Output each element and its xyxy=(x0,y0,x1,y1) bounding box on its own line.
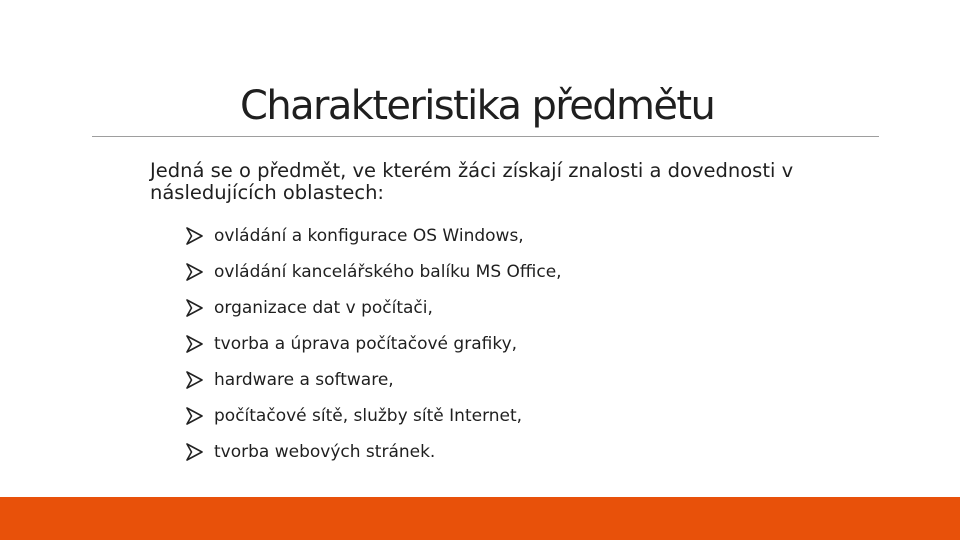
list-item-label: ovládání kancelářského balíku MS Office, xyxy=(214,262,562,282)
list-item-label: ovládání a konfigurace OS Windows, xyxy=(214,226,524,246)
list-item xyxy=(186,218,562,254)
arrow-right-icon xyxy=(186,371,203,389)
list-item-label: organizace dat v počítači, xyxy=(214,298,433,318)
list-item xyxy=(186,398,562,434)
list-item xyxy=(186,362,562,398)
footer-accent-bar xyxy=(0,497,960,540)
arrow-right-icon xyxy=(186,407,203,425)
title-divider xyxy=(92,136,879,137)
intro-text: Jedná se o předmět, ve kterém žáci získají znalosti a dovednosti v následujících oblastech: xyxy=(150,159,794,204)
list-item xyxy=(186,254,562,290)
arrow-right-icon xyxy=(186,335,203,353)
list-item-label: tvorba webových stránek. xyxy=(214,442,436,462)
arrow-right-icon xyxy=(186,227,203,245)
list-item xyxy=(186,326,562,362)
list-item xyxy=(186,290,562,326)
list-item-label: počítačové sítě, služby sítě Internet, xyxy=(214,406,523,426)
slide-title: Charakteristika předmětu xyxy=(240,83,715,129)
arrow-right-icon xyxy=(186,443,203,461)
arrow-right-icon xyxy=(186,263,203,281)
list-item-label: tvorba a úprava počítačové grafiky, xyxy=(214,334,518,354)
arrow-right-icon xyxy=(186,299,203,317)
list-item xyxy=(186,434,562,470)
list-item-label: hardware a software, xyxy=(214,370,394,390)
bullet-list xyxy=(186,218,562,470)
